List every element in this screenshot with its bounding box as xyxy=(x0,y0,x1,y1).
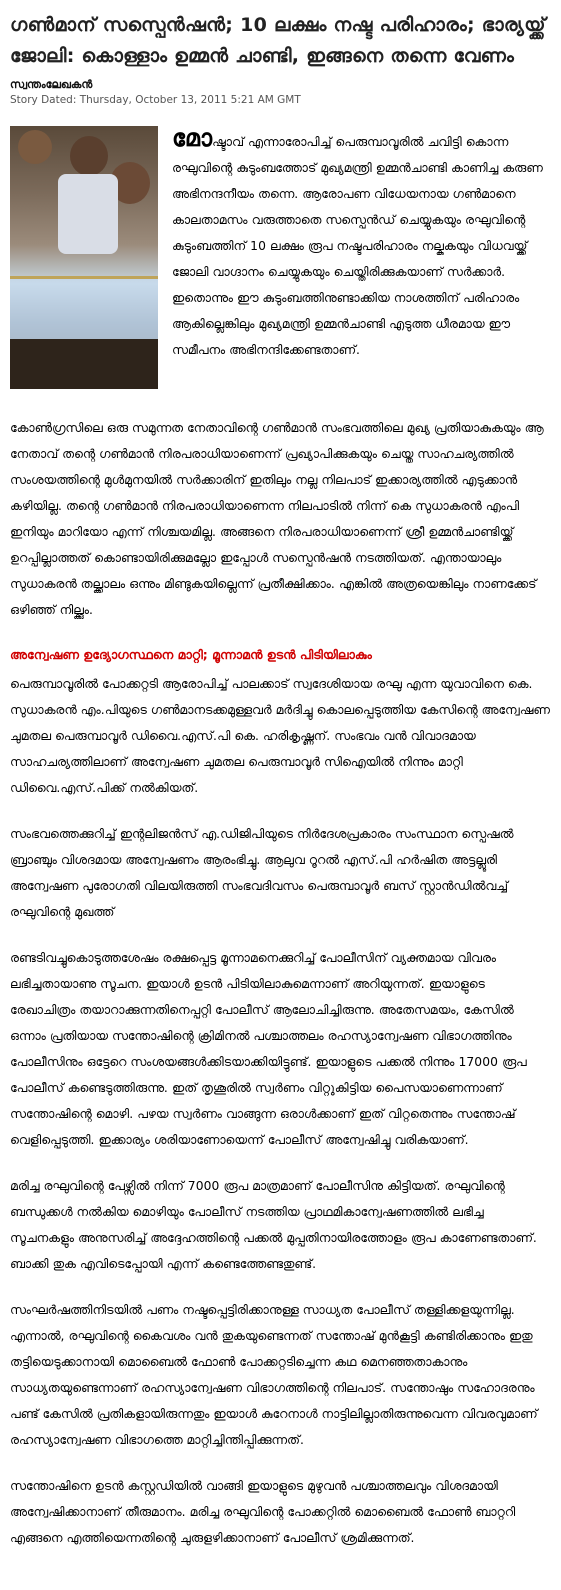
paragraph: സംഘർഷത്തിനിടയിൽ പണം നഷ്ടപ്പെട്ടിരിക്കാനുള്ള സാധ്യത പോലീസ് തള്ളിക്കളയുന്നില്ല. എന്നാൽ, രഘുവിന്റെ കൈവശം വൻ തുകയുണ്ടെന്നത് സന്തോഷ് മുൻകൂട്ടി കണ്ടിരിക്കാനും ഇതു തട്ടിയെടുക്കാനായി മൊബൈൽ ഫോൺ പോക്കറ്റടിച്ചെന്ന കഥ മെനഞ്ഞതാകാനും സാധ്യതയുണ്ടെന്നാണ് രഹസ്യാന്വേഷണ വിഭാഗത്തിന്റെ നിലപാട്. സന്തോഷും സഹോദരനും പണ്ട് കേസിൽ പ്രതികളായിരുന്നതും ഇയാൾ കുറേനാൾ നാട്ടിലില്ലാതിരുന്നുവെന്ന വിവരവുമാണ് രഹസ്യാന്വേഷണ വിഭാഗത്തെ മാറ്റിച്ചിന്തിപ്പിക്കുന്നത്. xyxy=(10,1303,538,1447)
paragraph: രണ്ടടിവച്ചുകൊടുത്തശേഷം രക്ഷപ്പെട്ട മൂന്നാമനെക്കുറിച്ച് പോലീസിന് വ്യക്തമായ വിവരം ലഭിച്ചതായാണു സൂചന. ഇയാൾ ഉടൻ പിടിയിലാകുമെന്നാണ് അറിയുന്നത്. ഇയാളുടെ രേഖാചിത്രം തയാറാക്കുന്നതിനെപ്പറ്റി പോലീസ് ആലോചിച്ചിരുന്നു. അതേസമയം, കേസിൽ ഒന്നാം പ്രതിയായ സന്തോഷിന്റെ ക്രിമിനൽ പശ്ചാത്തലം രഹസ്യാന്വേഷണ വിഭാഗത്തിനും പോലീസിനും ഒട്ടേറെ സംശയങ്ങൾക്കിടയാക്കിയിട്ടുണ്ട്. ഇയാളുടെ പക്കൽ നിന്നും 17000 രൂപ പോലീസ് കണ്ടെടുത്തിരുന്നു. ഇത് തൃശൂരിൽ സ്വർണം വിറ്റുകിട്ടിയ പൈസയാണെന്നാണ് സന്തോഷിന്റെ മൊഴി. പഴയ സ്വർണം വാങ്ങുന്ന ഒരാൾക്കാണ് ഇത് വിറ്റതെന്നും സന്തോഷ് വെളിപ്പെടുത്തി. ഇക്കാര്യം ശരിയാണോയെന്ന് പോലീസ് അന്വേഷിച്ചു വരികയാണ്. xyxy=(10,951,527,1147)
lead-section xyxy=(10,126,551,395)
subheading: അന്വേഷണ ഉദ്യോഗസ്ഥനെ മാറ്റി; മൂന്നാമൻ ഉടൻ പിടിയിലാകും xyxy=(10,647,372,662)
paragraph: കോൺഗ്രസിലെ ഒരു സമുന്നത നേതാവിന്റെ ഗൺമാൻ സംഭവത്തിലെ മുഖ്യ പ്രതിയാകുകയും ആ നേതാവ് തന്റെ ഗൺമാൻ നിരപരാധിയാണെന്ന് പ്രഖ്യാപിക്കുകയും ചെയ്ത സാഹചര്യത്തിൽ സംശയത്തിന്റെ മുൾമുനയിൽ സർക്കാരിന് ഇതിലും നല്ല നിലപാട് ഇക്കാര്യത്തിൽ എടുക്കാൻ കഴിയില്ല. തന്റെ ഗൺമാൻ നിരപരാധിയാണെന്ന നിലപാടിൽ നിന്ന് കെ സുധാകരൻ എംപി ഇനിയും മാറിയോ എന്ന് നിശ്ചയമില്ല. അങ്ങനെ നിരപരാധിയാണെന്ന് ശ്രീ ഉമ്മൻചാണ്ടിയ്ക്ക് ഉറപ്പില്ലാത്തത് കൊണ്ടായിരിക്കുമല്ലോ ഇപ്പോൾ സസ്പെൻഷൻ നടത്തിയത്. എന്തായാലും സുധാകരൻ തല്ക്കാലം ഒന്നും മിണ്ടുകയില്ലെന്ന് പ്രതീക്ഷിക്കാം. എങ്കിൽ അത്രയെങ്കിലും നാണക്കേട് ഒഴിഞ്ഞ് നില്ക്കും. xyxy=(10,421,544,617)
dropcap: മോ xyxy=(172,126,213,152)
paragraph: സന്തോഷിനെ ഉടൻ കസ്റ്റഡിയിൽ വാങ്ങി ഇയാളുടെ മുഴുവൻ പശ്ചാത്തലവും വിശദമായി അന്വേഷിക്കാനാണ് തീരുമാനം. മരിച്ച രഘുവിന്റെ പോക്കറ്റിൽ മൊബൈൽ ഫോൺ ബാറ്ററി എങ്ങനെ എത്തിയെന്നതിന്റെ ചുരുളഴിക്കാനാണ് പോലീസ് ശ്രമിക്കുന്നത്. xyxy=(10,1479,516,1545)
byline: സ്വന്തംലേഖകൻ xyxy=(10,78,93,91)
paragraph: സംഭവത്തെക്കുറിച്ച് ഇന്റലിജൻസ് എ.ഡിജിപിയുടെ നിർദേശപ്രകാരം സംസ്ഥാന സ്പെഷൽ ബ്രാഞ്ചും വിശദമായ അന്വേഷണം ആരംഭിച്ചു. ആലുവ റൂറൽ എസ്.പി ഹർഷിത അട്ടല്ലൂരി അന്വേഷണ പുരോഗതി വിലയിരുത്തി സംഭവദിവസം പെരുമ്പാവൂർ ബസ് സ്റ്റാൻഡിൽവച്ച് രഘുവിന്റെ മുഖത്ത് xyxy=(10,827,514,919)
paragraph: പെരുമ്പാവൂരിൽ പോക്കറ്റടി ആരോപിച്ച് പാലക്കാട് സ്വദേശിയായ രഘു എന്ന യുവാവിനെ കെ. സുധാകരൻ എം.പിയുടെ ഗൺമാനടക്കമുള്ളവർ മർദിച്ചു കൊലപ്പെടുത്തിയ കേസിന്റെ അന്വേഷണ ചുമതല പെരുമ്പാവൂർ ഡിവൈ.എസ്.പി കെ. ഹരികൃഷ്ണന്. സംഭവം വൻ വിവാദമായ സാഹചര്യത്തിലാണ് അന്വേഷണ ചുമതല പെരുമ്പാവൂർ സിഐയിൽ നിന്നും മാറ്റി ഡിവൈ.എസ്.പിക്ക് നൽകിയത്. xyxy=(10,677,550,795)
news-photo xyxy=(10,126,158,389)
headline: ഗൺമാന് സസ്പെൻഷൻ; 10 ലക്ഷം നഷ്ട പരിഹാരം; ഭാര്യയ്ക്ക് ജോലി: കൊള്ളാം ഉമ്മൻ ചാണ്ടി, ഇങ്ങനെ തന്നെ വേണം xyxy=(10,14,546,67)
paragraph: മരിച്ച രഘുവിന്റെ പേഴ്സിൽ നിന്ന് 7000 രൂപ മാത്രമാണ് പോലീസിനു കിട്ടിയത്. രഘുവിന്റെ ബന്ധുക്കൾ നൽകിയ മൊഴിയും പോലീസ് നടത്തിയ പ്രാഥമികാന്വേഷണത്തിൽ ലഭിച്ച സൂചനകളും അനുസരിച്ച് അദ്ദേഹത്തിന്റെ പക്കൽ മുപ്പതിനായിരത്തോളം രൂപ കാണേണ്ടതാണ്. ബാക്കി തുക എവിടെപ്പോയി എന്ന് കണ്ടെത്തേണ്ടതുണ്ട്. xyxy=(10,1179,537,1271)
story-date: Story Dated: Thursday, October 13, 2011 5:21 AM GMT xyxy=(10,94,301,106)
lead-text: ഷ്ടാവ് എന്നാരോപിച്ച് പെരുമ്പാവൂരിൽ ചവിട്ടി കൊന്ന രഘുവിന്റെ കുടുംബത്തോട് മുഖ്യമന്ത്രി ഉമ്മൻചാണ്ടി കാണിച്ച കരുണ അഭിനന്ദനീയം തന്നെ. ആരോപണ വിധേയനായ ഗൺമാനെ കാലതാമസം വരുത്താതെ സസ്പെൻഡ് ചെയ്യുകയും രഘുവിന്റെ കുടുംബത്തിന് 10 ലക്ഷം രൂപ നഷ്ടപരിഹാരം നല്കുകയും വിധവയ്ക്ക് ജോലി വാഗ്ദാനം ചെയ്യുകയും ചെയ്തിരിക്കുകയാണ് സർക്കാർ. ഇതൊന്നും ഈ കുടുംബത്തിനുണ്ടാക്കിയ നാശത്തിന് പരിഹാരം ആകില്ലെങ്കിലും മുഖ്യമന്ത്രി ഉമ്മൻചാണ്ടി എടുത്ത ധീരമായ ഈ സമീപനം അഭിനന്ദിക്കേണ്ടതാണ്. xyxy=(172,135,543,357)
